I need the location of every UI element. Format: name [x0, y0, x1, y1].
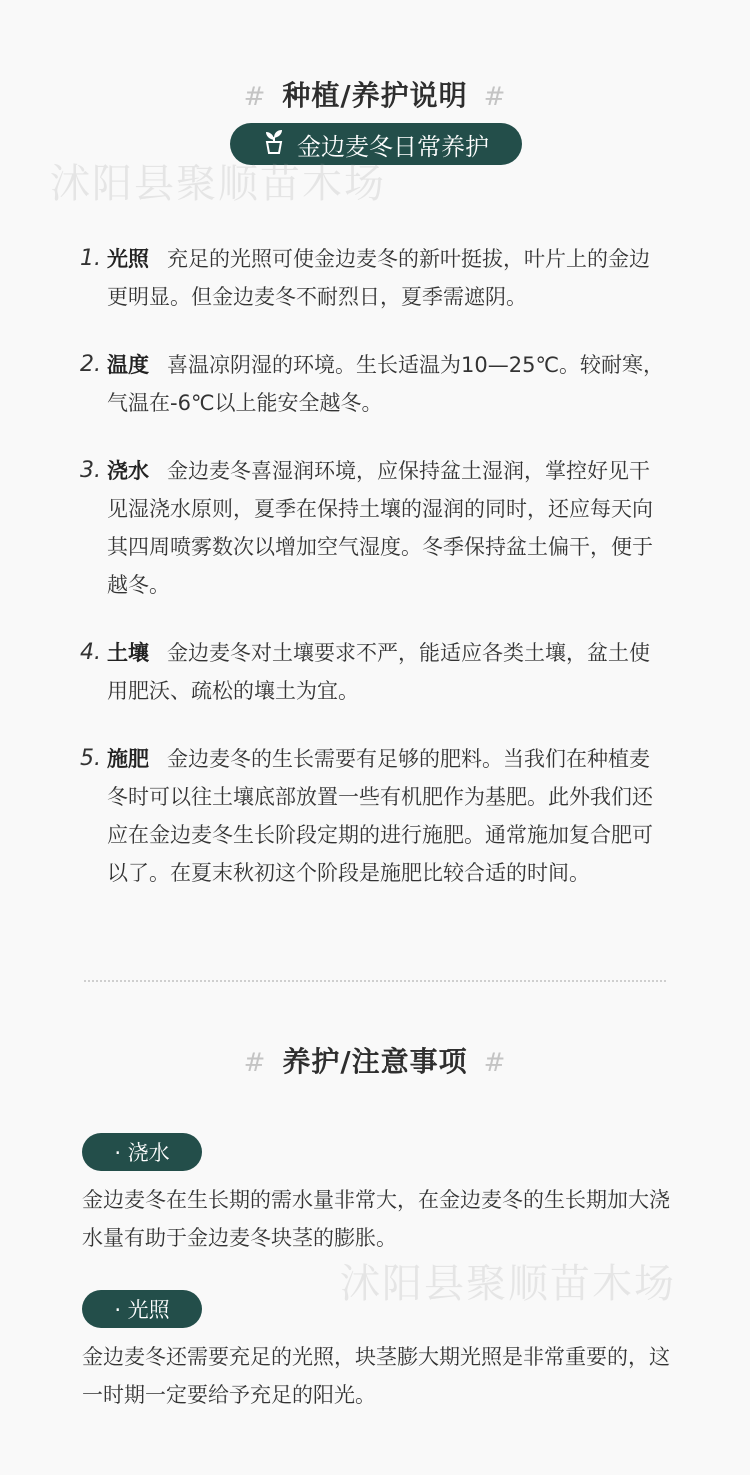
item-text: 金边麦冬的生长需要有足够的肥料。当我们在种植麦冬时可以往土壤底部放置一些有机肥作为基肥。此外我们还应在金边麦冬生长阶段定期的进行施肥。通常施加复合肥可以了。在夏末秋初这个阶段是施肥比较合适的时间。 [107, 747, 653, 885]
item-label: 温度 [107, 353, 149, 377]
item-text: 喜温凉阴湿的环境。生长适温为10—25℃。较耐寒，气温在-6℃以上能安全越冬。 [107, 353, 665, 415]
item-number: 1. [80, 246, 101, 271]
hash-right: # [483, 82, 507, 112]
note-tag-watering: · 浇水 [82, 1133, 202, 1171]
item-label: 浇水 [107, 459, 149, 483]
item-label: 土壤 [107, 641, 149, 665]
care-item-light [80, 240, 670, 316]
item-label: 光照 [107, 247, 149, 271]
note-text-light: 金边麦冬还需要充足的光照，块茎膨大期光照是非常重要的，这一时期一定要给予充足的阳光。 [82, 1345, 670, 1407]
dotted-divider [84, 980, 666, 982]
item-number: 4. [80, 640, 101, 665]
note-tag-light: · 光照 [82, 1290, 202, 1328]
item-number: 5. [80, 746, 101, 771]
section-title-text: 养护/注意事项 [282, 1045, 468, 1078]
care-item-watering [80, 452, 670, 604]
section-title-planting [0, 74, 750, 114]
watermark: 沭阳县聚顺苗木场 [340, 1261, 676, 1307]
subtitle-pill-label: 金边麦冬日常养护 [297, 132, 489, 161]
section-title-notes [0, 1040, 750, 1080]
note-text-watering: 金边麦冬在生长期的需水量非常大，在金边麦冬的生长期加大浇水量有助于金边麦冬块茎的膨胀。 [82, 1188, 670, 1250]
hash-right: # [483, 1048, 507, 1078]
care-item-soil [80, 634, 670, 710]
item-text: 金边麦冬对土壤要求不严，能适应各类土壤，盆土使用肥沃、疏松的壤土为宜。 [107, 641, 650, 703]
item-text: 金边麦冬喜湿润环境，应保持盆土湿润，掌控好见干见湿浇水原则，夏季在保持土壤的湿润的同时，还应每天向其四周喷雾数次以增加空气湿度。冬季保持盆土偏干，便于越冬。 [107, 459, 653, 597]
care-item-fertilizer [80, 740, 670, 892]
item-number: 3. [80, 458, 101, 483]
hash-left: # [243, 82, 267, 112]
item-label: 施肥 [107, 747, 149, 771]
item-number: 2. [80, 352, 101, 377]
care-list [80, 240, 670, 922]
watermark: 沭阳县聚顺苗木场 [50, 161, 386, 207]
care-item-temperature [80, 346, 670, 422]
section-title-text: 种植/养护说明 [282, 79, 468, 112]
item-text: 充足的光照可使金边麦冬的新叶挺拔，叶片上的金边更明显。但金边麦冬不耐烈日，夏季需遮阴。 [107, 247, 650, 309]
hash-left: # [243, 1048, 267, 1078]
